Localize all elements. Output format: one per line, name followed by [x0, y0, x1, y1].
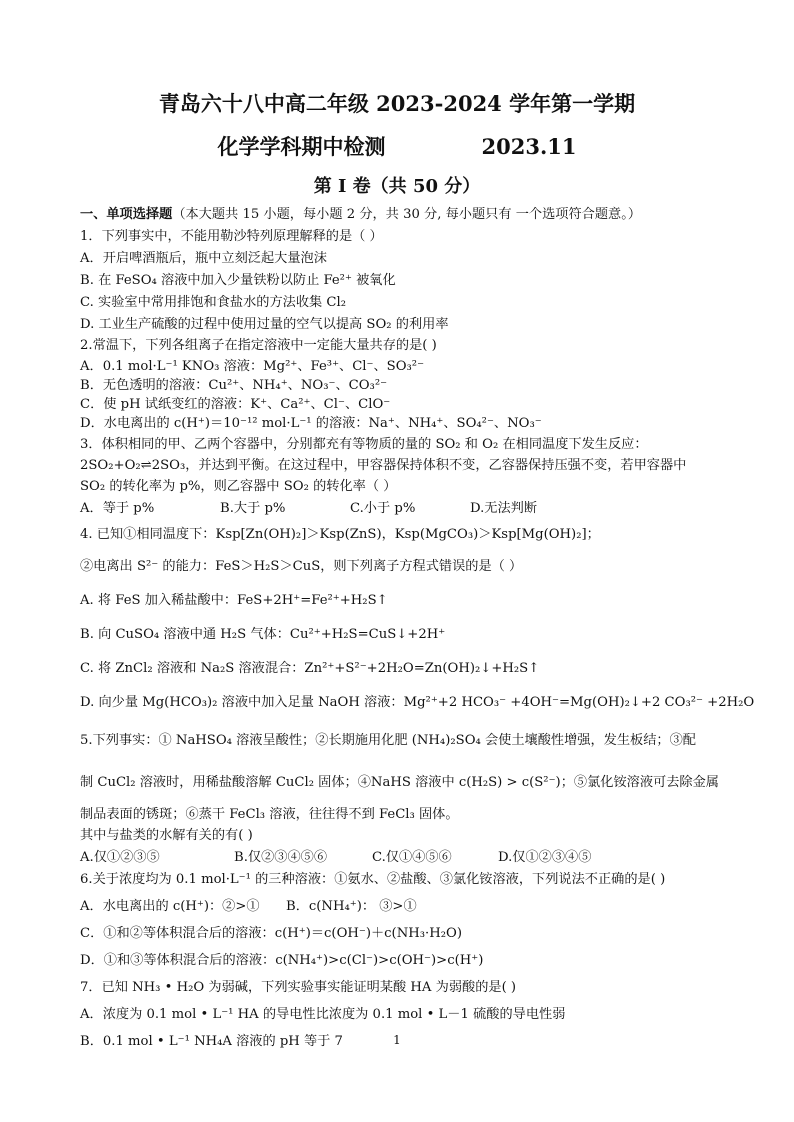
q7-stem: 7．已知 NH₃ • H₂O 为弱碱，下列实验事实能证明某酸 HA 为弱酸的是( )	[80, 980, 517, 995]
q6-option-a: A．水电离出的 c(H⁺)：②>①	[80, 899, 260, 914]
q2-option-a: A．0.1 mol·L⁻¹ KNO₃ 溶液：Mg²⁺、Fe³⁺、Cl⁻、SO₃²⁻	[80, 359, 425, 374]
q5-stem-1: 5.下列事实：① NaHSO₄ 溶液呈酸性；②长期施用化肥 (NH₄)₂SO₄ 会使土壤酸性增强，发生板结；③配	[80, 733, 696, 748]
exam-subtitle: 化学学科期中检测	[217, 134, 386, 159]
exam-subtitle-row	[0, 131, 794, 161]
q4-option-b: B. 向 CuSO₄ 溶液中通 H₂S 气体：Cu²⁺+H₂S=CuS↓+2H⁺	[80, 627, 446, 642]
q4-stem-2: ②电离出 S²⁻ 的能力：FeS＞H₂S＞CuS，则下列离子方程式错误的是（ ）	[80, 559, 523, 574]
q2-option-d: D．水电离出的 c(H⁺)＝10⁻¹² mol·L⁻¹ 的溶液：Na⁺、NH₄⁺、SO₄²⁻、NO₃⁻	[80, 416, 542, 431]
q1-option-a: A．开启啤酒瓶后，瓶中立刻泛起大量泡沫	[80, 251, 327, 266]
q1-stem: 1．下列事实中，不能用勒沙特列原理解释的是（ ）	[80, 229, 383, 244]
q5-option-a: A.仅①②③⑤	[80, 850, 160, 865]
q5-option-c: C.仅①④⑤⑥	[372, 850, 452, 865]
section1-desc: （本大题共 15 小题，每小题 2 分，共 30 分, 每小题只有 一个选项符合题意。）	[172, 207, 642, 222]
q7-option-b: B．0.1 mol • L⁻¹ NH₄A 溶液的 pH 等于 7	[80, 1034, 343, 1049]
q5-option-d: D.仅①②③④⑤	[498, 850, 592, 865]
q2-stem: 2.常温下，下列各组离子在指定溶液中一定能大量共存的是( )	[80, 338, 437, 353]
page-number: 1	[393, 1033, 401, 1047]
q4-option-a: A. 将 FeS 加入稀盐酸中：FeS+2H⁺=Fe²⁺+H₂S↑	[80, 593, 388, 608]
q4-option-d: D. 向少量 Mg(HCO₃)₂ 溶液中加入足量 NaOH 溶液：Mg²⁺+2 HCO₃⁻ +4OH⁻=Mg(OH)₂↓+2 CO₃²⁻ +2H₂O	[80, 695, 755, 710]
q6-stem: 6.关于浓度均为 0.1 mol·L⁻¹ 的三种溶液：①氨水、②盐酸、③氯化铵溶液，下列说法不正确的是( )	[80, 872, 666, 887]
section1-heading: 一、单项选择题	[80, 207, 173, 222]
q3-stem-1: 3．体积相同的甲、乙两个容器中，分别都充有等物质的量的 SO₂ 和 O₂ 在相同温度下发生反应：	[80, 437, 648, 452]
q6-option-c: C．①和②等体积混合后的溶液：c(H⁺)＝c(OH⁻)＋c(NH₃·H₂O)	[80, 926, 462, 941]
q1-option-c: C. 实验室中常用排饱和食盐水的方法收集 Cl₂	[80, 295, 346, 310]
q5-stem-2: 制 CuCl₂ 溶液时，用稀盐酸溶解 CuCl₂ 固体；④NaHS 溶液中 c(H₂S) > c(S²⁻)；⑤氯化铵溶液可去除金属	[80, 775, 719, 790]
exam-title: 青岛六十八中高二年级 2023-2024 学年第一学期	[158, 91, 636, 116]
section1-line	[80, 203, 641, 222]
q5-stem-4: 其中与盐类的水解有关的有( )	[80, 828, 253, 843]
q4-option-c: C. 将 ZnCl₂ 溶液和 Na₂S 溶液混合：Zn²⁺+S²⁻+2H₂O=Zn(OH)₂↓+H₂S↑	[80, 661, 540, 676]
q4-stem-1: 4. 已知①相同温度下：Ksp[Zn(OH)₂]＞Ksp(ZnS)，Ksp(MgCO₃)＞Ksp[Mg(OH)₂]；	[80, 527, 600, 542]
q3-option-b: B.大于 p%	[220, 501, 286, 516]
volume-heading: 第 I 卷（共 50 分）	[313, 176, 481, 197]
q7-option-a: A．浓度为 0.1 mol • L⁻¹ HA 的导电性比浓度为 0.1 mol • L－1 硫酸的导电性弱	[80, 1007, 566, 1022]
q5-stem-3: 制品表面的锈斑；⑥蒸干 FeCl₃ 溶液，往往得不到 FeCl₃ 固体。	[80, 807, 459, 822]
q5-option-b: B.仅②③④⑤⑥	[234, 850, 328, 865]
q1-option-d: D. 工业生产硫酸的过程中使用过量的空气以提高 SO₂ 的利用率	[80, 317, 449, 332]
q3-option-a: A．等于 p%	[80, 501, 155, 516]
q3-stem-3: SO₂ 的转化率为 p%，则乙容器中 SO₂ 的转化率（ ）	[80, 479, 397, 494]
q1-option-b: B. 在 FeSO₄ 溶液中加入少量铁粉以防止 Fe²⁺ 被氧化	[80, 273, 396, 288]
q2-option-c: C．使 pH 试纸变红的溶液：K⁺、Ca²⁺、Cl⁻、ClO⁻	[80, 397, 391, 412]
q6-option-d: D．①和③等体积混合后的溶液：c(NH₄⁺)>c(Cl⁻)>c(OH⁻)>c(H⁺)	[80, 953, 484, 968]
q6-option-b: B．c(NH₄⁺)： ③>①	[286, 899, 417, 914]
q2-option-b: B．无色透明的溶液：Cu²⁺、NH₄⁺、NO₃⁻、CO₃²⁻	[80, 378, 388, 393]
q3-option-d: D.无法判断	[470, 501, 538, 516]
q3-option-c: C.小于 p%	[350, 501, 416, 516]
q3-stem-2: 2SO₂+O₂⇌2SO₃，并达到平衡。在这过程中，甲容器保持体积不变，乙容器保持压强不变，若甲容器中	[80, 458, 687, 473]
exam-date: 2023.11	[481, 134, 577, 159]
